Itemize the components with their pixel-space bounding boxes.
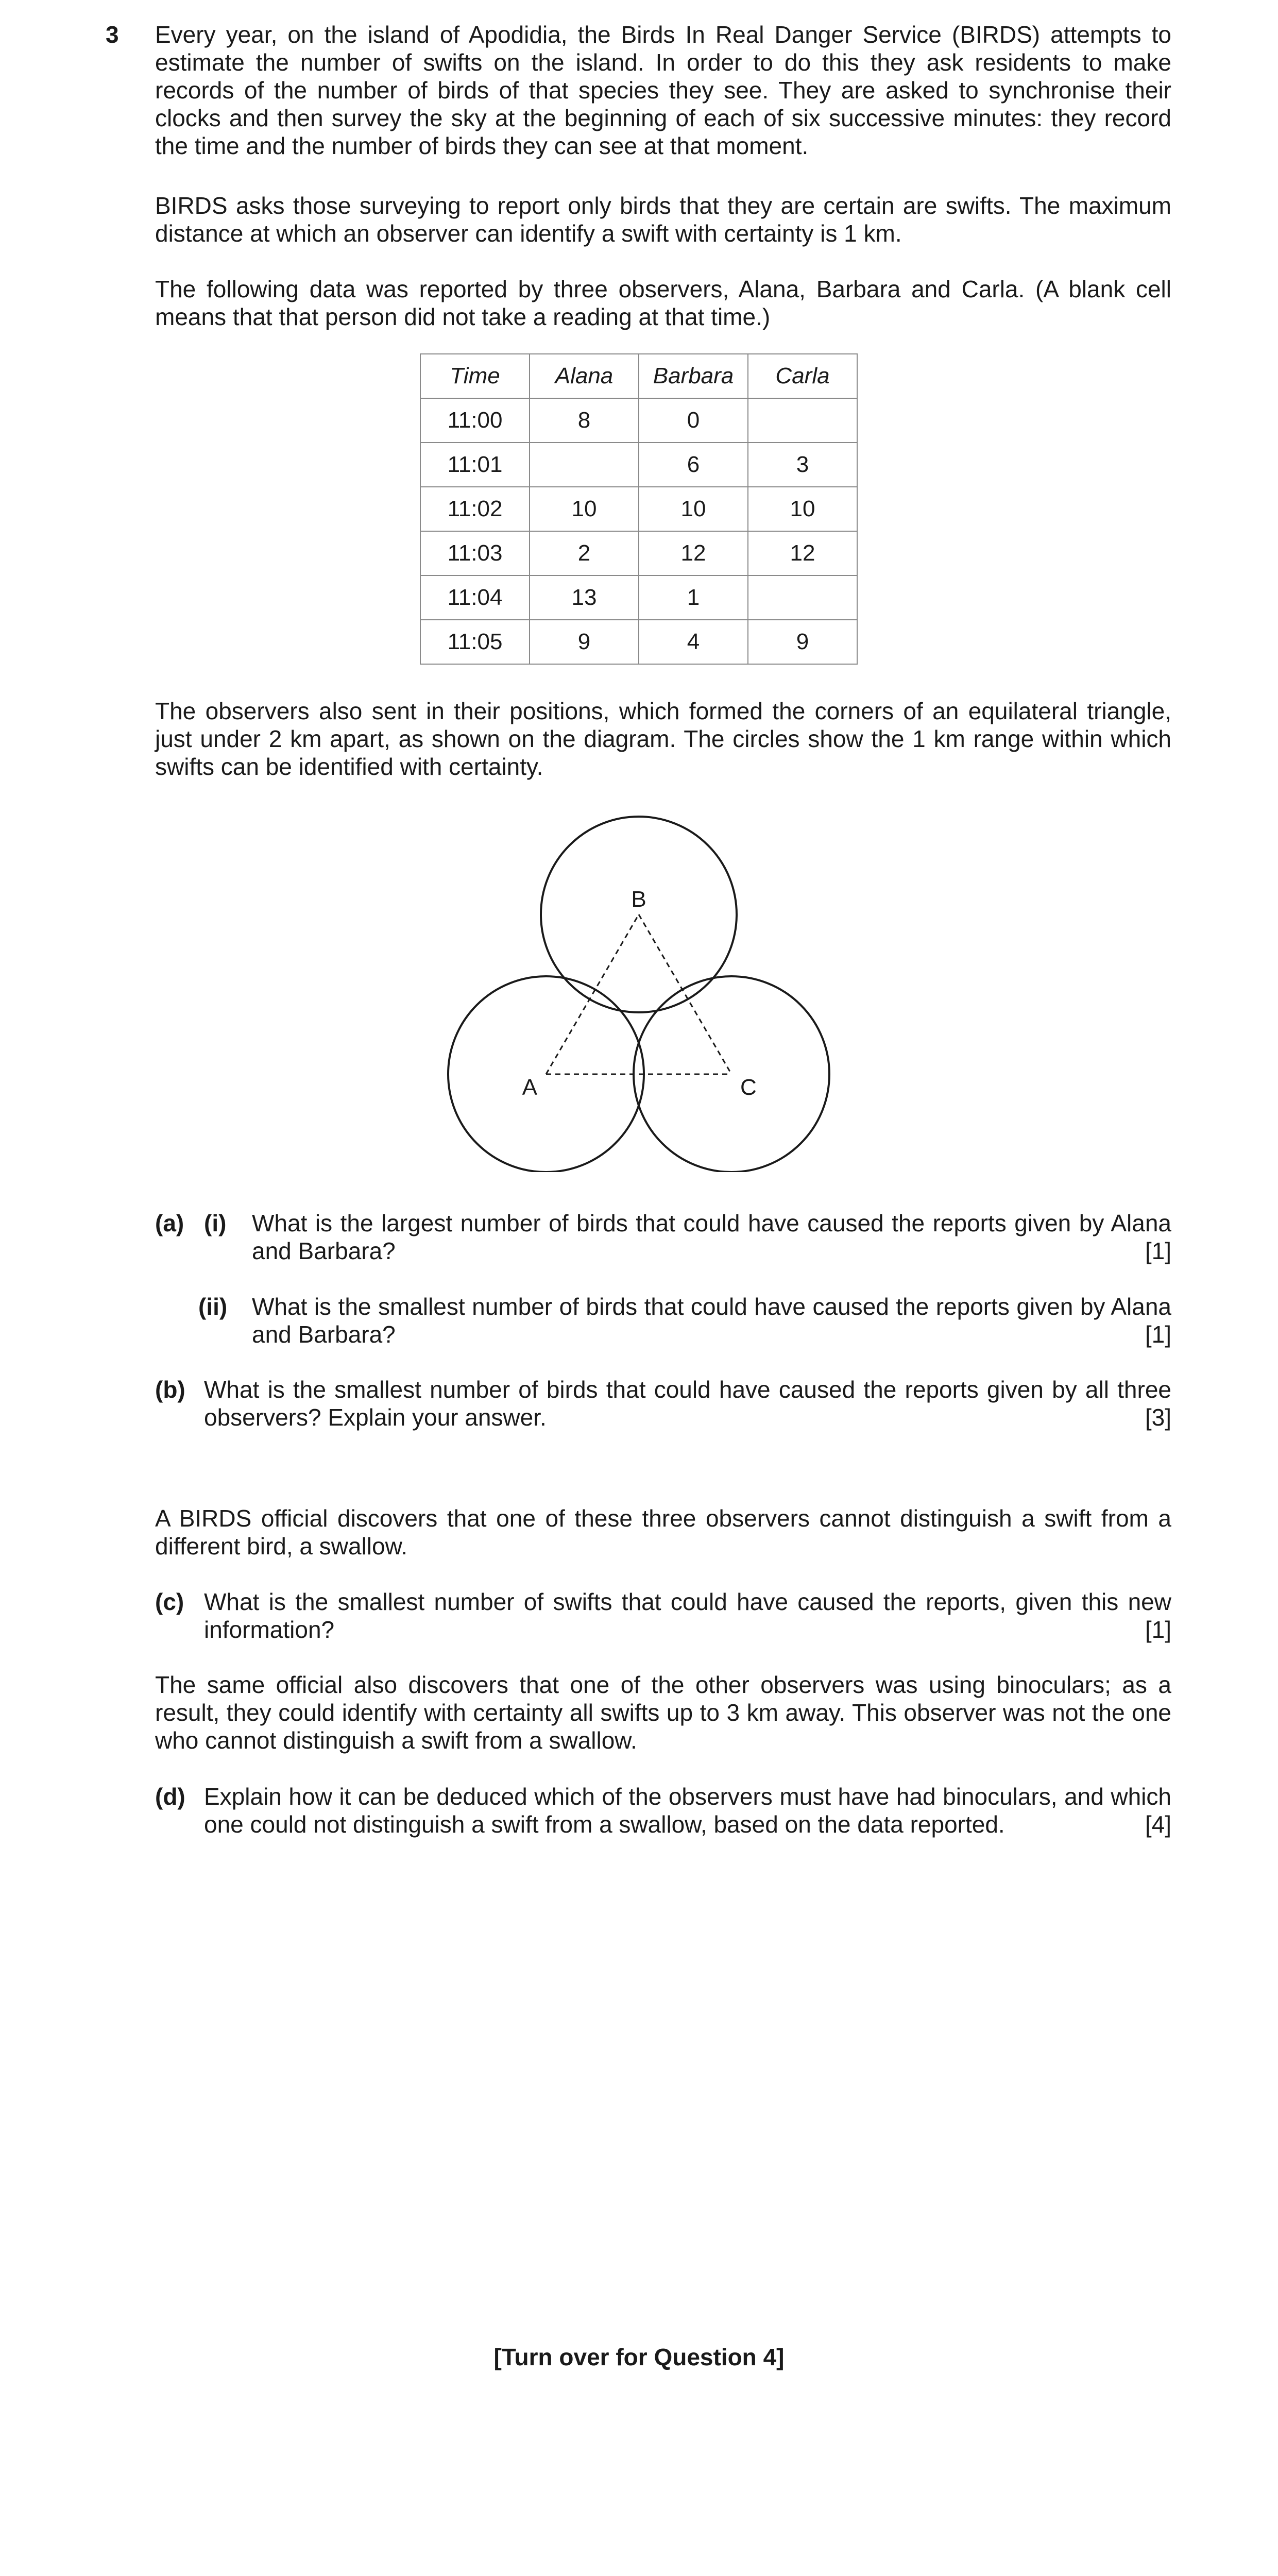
table-row [420, 398, 857, 443]
question-text: What is the smallest number of swifts that could have caused the reports, given this new information? [204, 1588, 1171, 1643]
cell-barbara: 10 [639, 487, 748, 531]
cell-time: 11:02 [420, 487, 530, 531]
cell-barbara: 4 [639, 620, 748, 664]
triangle-side-ab [546, 914, 639, 1074]
question-part-b [155, 1376, 1171, 1431]
mark-allocation: [4] [1145, 1811, 1171, 1838]
binoculars-paragraph: The same official also discovers that one of the other observers was using binoculars; as a result, they could identify with certainty all swifts up to 3 km away. This observer was not the one who cannot distinguish a swift from a swallow. [155, 1671, 1171, 1754]
question-part-a-ii [155, 1293, 1171, 1348]
question-text: Explain how it can be deduced which of the observers must have had binoculars, and which one could not distinguish a swift from a swallow, based on the data reported. [204, 1783, 1171, 1838]
part-label-c: (c) [155, 1588, 184, 1615]
header-carla: Carla [748, 354, 857, 398]
certainty-paragraph: BIRDS asks those surveying to report only birds that they are certain are swifts. The maximum distance at which an observer can identify a swift with certainty is 1 km. [155, 192, 1171, 247]
cell-alana: 13 [530, 575, 639, 620]
turn-over-note: [Turn over for Question 4] [493, 2344, 785, 2370]
cell-alana: 8 [530, 398, 639, 443]
table-row [420, 531, 857, 575]
cell-barbara: 0 [639, 398, 748, 443]
table-row [420, 620, 857, 664]
positions-paragraph: The observers also sent in their positions, which formed the corners of an equilateral triangle, just under 2 km apart, as shown on the diagram. The circles show the 1 km range within which swifts can be identified with certainty. [155, 698, 1171, 780]
part-label-a: (a) [155, 1210, 184, 1236]
cell-carla [748, 398, 857, 443]
cell-carla: 10 [748, 487, 857, 531]
vertex-label-b: B [631, 887, 646, 912]
table-row [420, 443, 857, 487]
cell-carla [748, 575, 857, 620]
header-alana: Alana [530, 354, 639, 398]
question-text: What is the smallest number of birds that could have caused the reports given by all three observers? Explain your answer. [204, 1376, 1171, 1431]
cell-alana: 2 [530, 531, 639, 575]
cell-carla: 12 [748, 531, 857, 575]
vertex-label-c: C [740, 1075, 757, 1100]
question-part-c [155, 1588, 1171, 1643]
table-header-row [420, 354, 857, 398]
vertex-label-a: A [522, 1075, 537, 1100]
cell-carla: 9 [748, 620, 857, 664]
cell-time: 11:03 [420, 531, 530, 575]
cell-alana: 10 [530, 487, 639, 531]
part-label-d: (d) [155, 1783, 185, 1810]
part-label-i: (i) [204, 1210, 227, 1236]
cell-time: 11:01 [420, 443, 530, 487]
question-number: 3 [106, 21, 119, 48]
question-part-a-i [155, 1209, 1171, 1265]
part-label-b: (b) [155, 1376, 185, 1403]
triangle-side-bc [639, 914, 731, 1074]
header-time: Time [420, 354, 530, 398]
header-barbara: Barbara [639, 354, 748, 398]
table-row [420, 487, 857, 531]
mark-allocation: [1] [1145, 1238, 1171, 1264]
mark-allocation: [1] [1145, 1321, 1171, 1348]
intro-paragraph: Every year, on the island of Apodidia, the Birds In Real Danger Service (BIRDS) attempts to estimate the number of swifts on the island. In order to do this they ask residents to make records of the number of birds of that species they see. They are asked to synchronise their clocks and then survey the sky at the beginning of each of six successive minutes: they record the time and the number of birds they can see at that moment. [155, 21, 1171, 159]
cell-alana: 9 [530, 620, 639, 664]
cell-carla: 3 [748, 443, 857, 487]
cell-time: 11:04 [420, 575, 530, 620]
data-intro-paragraph: The following data was reported by three observers, Alana, Barbara and Carla. (A blank cell means that that person did not take a reading at that time.) [155, 276, 1171, 330]
cell-barbara: 12 [639, 531, 748, 575]
cell-barbara: 1 [639, 575, 748, 620]
swallow-paragraph: A BIRDS official discovers that one of these three observers cannot distinguish a swift from a different bird, a swallow. [155, 1505, 1171, 1560]
mark-allocation: [1] [1145, 1616, 1171, 1643]
observations-table [420, 353, 858, 665]
cell-barbara: 6 [639, 443, 748, 487]
question-text: What is the largest number of birds that could have caused the reports given by Alana and Barbara? [252, 1210, 1171, 1264]
cell-alana [530, 443, 639, 487]
part-label-ii: (ii) [198, 1293, 228, 1320]
mark-allocation: [3] [1145, 1404, 1171, 1431]
cell-time: 11:05 [420, 620, 530, 664]
question-text: What is the smallest number of birds that could have caused the reports given by Alana and Barbara? [252, 1293, 1171, 1348]
question-part-d [155, 1783, 1171, 1838]
cell-time: 11:00 [420, 398, 530, 443]
table-row [420, 575, 857, 620]
observer-range-diagram [443, 811, 834, 1172]
